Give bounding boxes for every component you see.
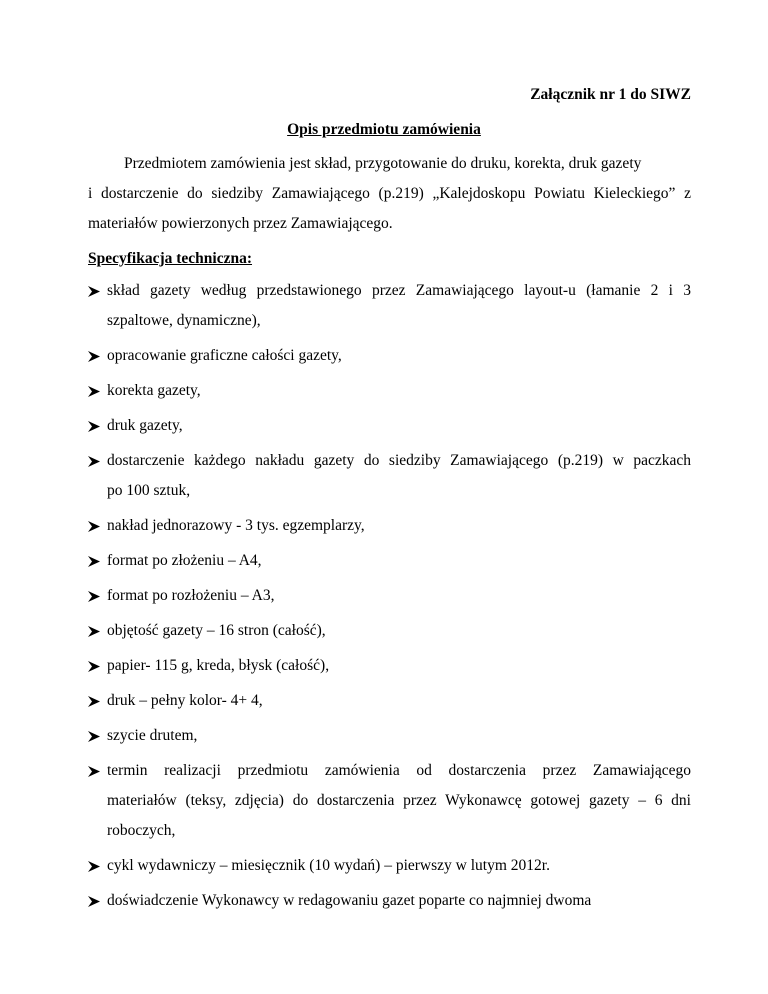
arrowhead-bullet-icon bbox=[88, 616, 102, 646]
list-item-line: skład gazety według przedstawionego przez Zamawiającego layout-u (łamanie 2 i 3 bbox=[107, 282, 691, 299]
list-item-line: szpaltowe, dynamiczne), bbox=[107, 312, 261, 329]
list-item-line: doświadczenie Wykonawcy w redagowaniu gazet poparte co najmniej dwoma bbox=[107, 892, 592, 909]
list-item-line: szycie drutem, bbox=[107, 727, 198, 744]
document-title: Opis przedmiotu zamówienia bbox=[287, 121, 481, 138]
arrowhead-bullet-icon bbox=[88, 886, 102, 916]
intro-line: Przedmiotem zamówienia jest skład, przygotowanie do druku, korekta, druk gazety bbox=[124, 155, 642, 172]
arrowhead-bullet-icon bbox=[88, 581, 102, 611]
list-item-line: roboczych, bbox=[107, 822, 176, 839]
list-item-line: nakład jednorazowy - 3 tys. egzemplarzy, bbox=[107, 517, 365, 534]
list-item bbox=[88, 686, 691, 716]
spec-heading: Specyfikacja techniczna: bbox=[88, 250, 253, 267]
arrowhead-bullet-icon bbox=[88, 651, 102, 681]
list-item-line: objętość gazety – 16 stron (całość), bbox=[107, 622, 326, 639]
list-item bbox=[88, 651, 691, 681]
list-item-line: format po złożeniu – A4, bbox=[107, 552, 262, 569]
list-item-line: termin realizacji przedmiotu zamówienia od dostarczenia przez Zamawiającego bbox=[107, 762, 691, 779]
list-item-line: format po rozłożeniu – A3, bbox=[107, 587, 275, 604]
list-item-line: papier- 115 g, kreda, błysk (całość), bbox=[107, 657, 330, 674]
list-item bbox=[88, 511, 691, 541]
list-item bbox=[88, 341, 691, 371]
list-item bbox=[88, 411, 691, 441]
arrowhead-bullet-icon bbox=[88, 276, 102, 306]
list-item bbox=[88, 851, 691, 881]
arrowhead-bullet-icon bbox=[88, 721, 102, 751]
list-item-line: materiałów (teksy, zdjęcia) do dostarczenia przez Wykonawcę gotowej gazety – 6 dni bbox=[107, 792, 691, 809]
list-item-line: cykl wydawniczy – miesięcznik (10 wydań) – pierwszy w lutym 2012r. bbox=[107, 857, 550, 874]
list-item bbox=[88, 581, 691, 611]
list-item bbox=[88, 886, 691, 916]
list-item-line: opracowanie graficzne całości gazety, bbox=[107, 347, 342, 364]
list-item-line: druk – pełny kolor- 4+ 4, bbox=[107, 692, 263, 709]
arrowhead-bullet-icon bbox=[88, 686, 102, 716]
arrowhead-bullet-icon bbox=[88, 376, 102, 406]
intro-paragraph bbox=[88, 149, 691, 239]
annex-label: Załącznik nr 1 do SIWZ bbox=[530, 86, 691, 103]
list-item-line: po 100 sztuk, bbox=[107, 482, 191, 499]
intro-line: i dostarczenie do siedziby Zamawiającego (p.219) „Kalejdoskopu Powiatu Kieleckiego” z bbox=[88, 185, 691, 202]
arrowhead-bullet-icon bbox=[88, 511, 102, 541]
arrowhead-bullet-icon bbox=[88, 411, 102, 441]
arrowhead-bullet-icon bbox=[88, 756, 102, 786]
list-item bbox=[88, 376, 691, 406]
arrowhead-bullet-icon bbox=[88, 546, 102, 576]
arrowhead-bullet-icon bbox=[88, 851, 102, 881]
list-item bbox=[88, 446, 691, 506]
arrowhead-bullet-icon bbox=[88, 446, 102, 476]
arrowhead-bullet-icon bbox=[88, 341, 102, 371]
list-item bbox=[88, 616, 691, 646]
intro-line: materiałów powierzonych przez Zamawiającego. bbox=[88, 215, 393, 232]
list-item-line: korekta gazety, bbox=[107, 382, 201, 399]
spec-list bbox=[88, 276, 691, 921]
list-item bbox=[88, 721, 691, 751]
list-item bbox=[88, 546, 691, 576]
list-item bbox=[88, 276, 691, 336]
list-item bbox=[88, 756, 691, 846]
list-item-line: dostarczenie każdego nakładu gazety do siedziby Zamawiającego (p.219) w paczkach bbox=[107, 452, 691, 469]
list-item-line: druk gazety, bbox=[107, 417, 183, 434]
